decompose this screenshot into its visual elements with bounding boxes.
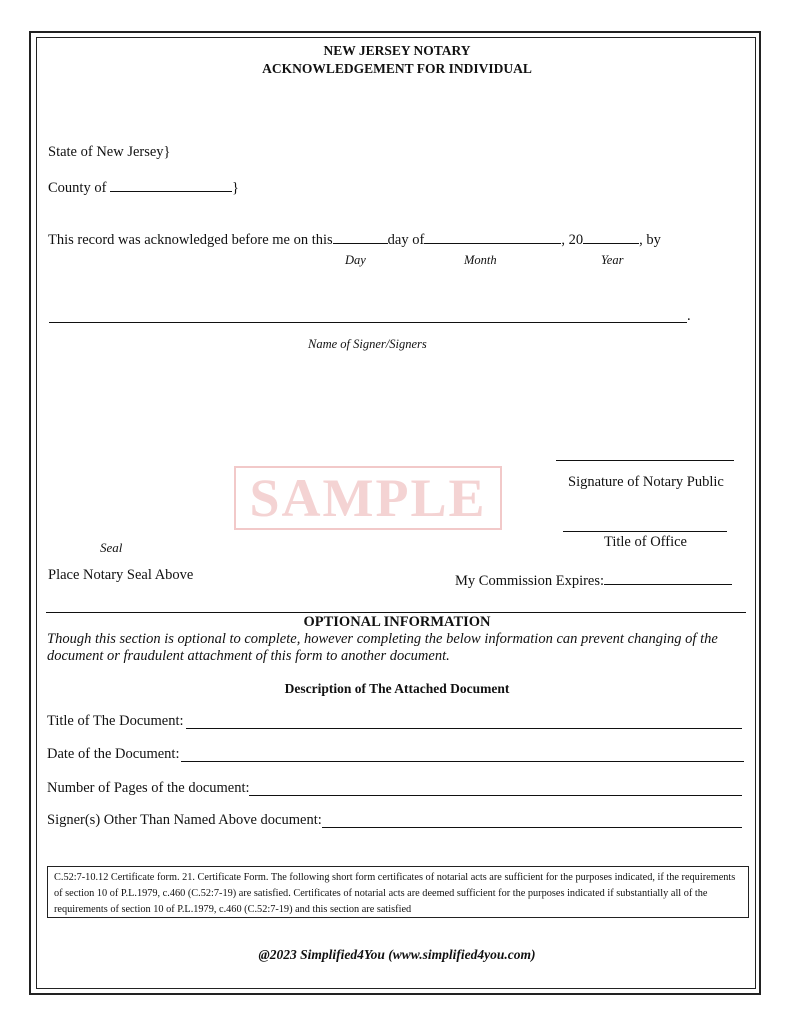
month-input[interactable]	[424, 230, 561, 244]
seal-caption: Seal	[100, 540, 123, 555]
optional-intro: Though this section is optional to complete, however completing the below information can prevent changing of the document or fraudulent attachment of this form to another document.	[47, 631, 718, 664]
state-line: State of New Jersey}	[48, 144, 171, 160]
description-heading: Description of The Attached Document	[284, 681, 510, 696]
title-of-office-label: Title of Office	[604, 534, 687, 550]
signer-caption: Name of Signer/Signers	[308, 337, 427, 351]
doc-pages-input[interactable]	[249, 795, 742, 796]
form-title-line2: ACKNOWLEDGEMENT FOR INDIVIDUAL	[262, 61, 532, 76]
signer-period: .	[687, 308, 691, 324]
doc-pages-label: Number of Pages of the document:	[47, 780, 250, 796]
day-caption: Day	[345, 253, 366, 267]
notary-signature-label: Signature of Notary Public	[568, 474, 724, 490]
acknowledgement-line	[48, 230, 661, 249]
by-text: , by	[639, 232, 661, 248]
county-line	[48, 178, 239, 197]
sample-watermark: SAMPLE	[234, 466, 502, 530]
day-input[interactable]	[333, 230, 388, 244]
optional-heading: OPTIONAL INFORMATION	[303, 614, 491, 630]
notary-signature-input[interactable]	[556, 460, 734, 461]
other-signers-input[interactable]	[322, 827, 742, 828]
other-signers-label: Signer(s) Other Than Named Above document:	[47, 812, 322, 828]
doc-title-input[interactable]	[186, 728, 742, 729]
form-title-line1: NEW JERSEY NOTARY	[323, 43, 471, 58]
year-caption: Year	[601, 253, 624, 267]
county-input[interactable]	[110, 178, 232, 192]
county-close: }	[232, 180, 239, 196]
section-divider	[46, 612, 746, 613]
commission-line	[455, 571, 732, 590]
doc-title-label: Title of The Document:	[47, 713, 184, 729]
doc-date-label: Date of the Document:	[47, 746, 180, 762]
doc-date-input[interactable]	[181, 761, 744, 762]
commission-input[interactable]	[604, 571, 732, 585]
year-input[interactable]	[583, 230, 639, 244]
legal-note: C.52:7-10.12 Certificate form. 21. Certificate Form. The following short form certificates of notarial acts are sufficient for the purposes indicated, if the requirements of section 10 of P.L.1979, c.460 (C.52:7-19) are satisfied. Certificates of notarial acts are deemed sufficient for the purposes indicated if substantially all of the requirements of section 10 of P.L.1979, c.460 (C.52:7-19) and this section are satisfied	[47, 866, 749, 918]
signer-name-input[interactable]	[49, 322, 687, 323]
twenty-text: , 20	[561, 232, 584, 248]
month-caption: Month	[464, 253, 497, 267]
footer-copyright: @2023 Simplified4You (www.simplified4you.com)	[258, 947, 536, 962]
commission-label: My Commission Expires:	[455, 573, 605, 589]
day-of-text: day of	[387, 232, 425, 248]
county-label: County of	[48, 180, 107, 196]
title-of-office-input[interactable]	[563, 531, 727, 532]
ack-text: This record was acknowledged before me on this	[48, 232, 333, 248]
seal-place-label: Place Notary Seal Above	[48, 567, 194, 583]
